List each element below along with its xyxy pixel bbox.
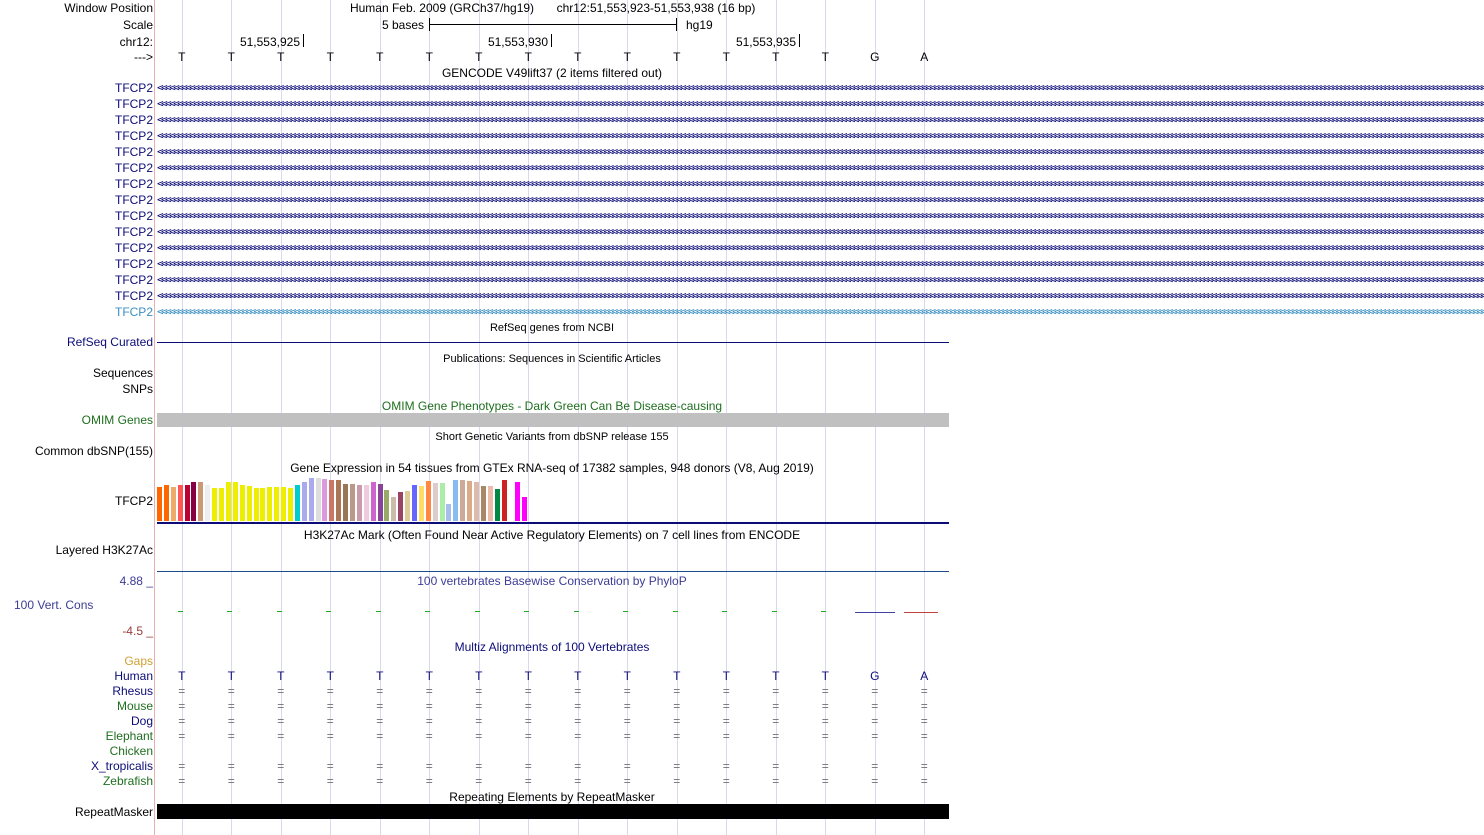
gencode-transcript[interactable]: <<<<<<<<<<<<<<<<<<<<<<<<<<<<<<<<<<<<<<<<<<<<<<<<<<<<<<<<<<<<<<<<<<<<<<<<<<<<<<<<<<<<<<<<<<<<<<<<<<<<<<<<<<<<<<<<<<<<<<<<<<<<<<<<<<<<<<<<<<<<<<<<<<<<<<<<<<<<<<<<<<<<<<<<<<<<<<<<<<<<<<<<<<<<<<<<<<<<<<<<<<<<<<<<<<<<<<<<<<<<<<<<<<<<<<<<<<<<<<<<<<<<<<<<<<<<<<<<<<<<<<<<<<<<<<<<<<<<<<<<<<<<<<<<<<<<<<<<<<<<<<<<<<<<<<<<<<<<<<<<<<<<<<<<<< <box>157 305 1484 318</box>
multiz-alignment-base: T <box>772 669 780 683</box>
gtex-tissue-bar[interactable] <box>316 478 321 521</box>
multiz-species-label[interactable]: Rhesus <box>112 684 153 698</box>
multiz-alignment-base: = <box>673 714 681 728</box>
multiz-alignment-base: = <box>227 714 235 728</box>
multiz-alignment-base: T <box>227 669 235 683</box>
multiz-alignment-base: T <box>376 669 384 683</box>
multiz-alignment-base: = <box>623 684 631 698</box>
gencode-gene-label[interactable]: TFCP2 <box>114 177 153 191</box>
gencode-transcript[interactable]: <<<<<<<<<<<<<<<<<<<<<<<<<<<<<<<<<<<<<<<<<<<<<<<<<<<<<<<<<<<<<<<<<<<<<<<<<<<<<<<<<<<<<<<<<<<<<<<<<<<<<<<<<<<<<<<<<<<<<<<<<<<<<<<<<<<<<<<<<<<<<<<<<<<<<<<<<<<<<<<<<<<<<<<<<<<<<<<<<<<<<<<<<<<<<<<<<<<<<<<<<<<<<<<<<<<<<<<<<<<<<<<<<<<<<<<<<<<<<<<<<<<<<<<<<<<<<<<<<<<<<<<<<<<<<<<<<<<<<<<<<<<<<<<<<<<<<<<<<<<<<<<<<<<<<<<<<<<<<<<<<<<<<<<<<< <box>157 161 1484 174</box>
multiz-alignment-base: = <box>475 699 483 713</box>
gencode-transcript[interactable]: <<<<<<<<<<<<<<<<<<<<<<<<<<<<<<<<<<<<<<<<<<<<<<<<<<<<<<<<<<<<<<<<<<<<<<<<<<<<<<<<<<<<<<<<<<<<<<<<<<<<<<<<<<<<<<<<<<<<<<<<<<<<<<<<<<<<<<<<<<<<<<<<<<<<<<<<<<<<<<<<<<<<<<<<<<<<<<<<<<<<<<<<<<<<<<<<<<<<<<<<<<<<<<<<<<<<<<<<<<<<<<<<<<<<<<<<<<<<<<<<<<<<<<<<<<<<<<<<<<<<<<<<<<<<<<<<<<<<<<<<<<<<<<<<<<<<<<<<<<<<<<<<<<<<<<<<<<<<<<<<<<<<<<<<<< <box>157 257 1484 270</box>
multiz-alignment-base: = <box>772 699 780 713</box>
multiz-title: Multiz Alignments of 100 Vertebrates <box>454 640 650 654</box>
sequence-base: T <box>227 50 235 64</box>
multiz-alignment-base: = <box>673 684 681 698</box>
strand-label: ---> <box>134 50 153 64</box>
scale-text: 5 bases <box>381 18 424 32</box>
multiz-alignment-base: = <box>524 729 532 743</box>
gtex-tissue-bar[interactable] <box>336 480 341 521</box>
multiz-alignment-base: = <box>772 714 780 728</box>
multiz-alignment-base: = <box>227 729 235 743</box>
multiz-alignment-base: = <box>574 714 582 728</box>
multiz-alignment-base: = <box>326 759 334 773</box>
multiz-alignment-base: = <box>524 684 532 698</box>
multiz-alignment-base: = <box>227 774 235 788</box>
multiz-alignment-base: = <box>920 729 928 743</box>
gtex-tissue-bar[interactable] <box>205 485 210 521</box>
gtex-tissue-bar[interactable] <box>433 483 438 521</box>
phylop-max-label: 4.88 _ <box>119 574 153 588</box>
snps-label[interactable]: SNPs <box>122 382 153 396</box>
multiz-alignment-base: = <box>178 759 186 773</box>
multiz-alignment-base: = <box>376 729 384 743</box>
gencode-gene-label[interactable]: TFCP2 <box>114 241 153 255</box>
refseq-gene-line[interactable] <box>157 342 949 343</box>
multiz-alignment-base: = <box>871 699 879 713</box>
multiz-alignment-base: = <box>623 714 631 728</box>
scale-bar-right-tick <box>676 18 677 31</box>
gtex-tissue-bar[interactable] <box>350 484 355 521</box>
gtex-tissue-bar[interactable] <box>322 479 327 521</box>
multiz-alignment-base: = <box>475 729 483 743</box>
gtex-tissue-bar[interactable] <box>460 480 465 521</box>
coord-tick <box>303 34 304 47</box>
chrom-label: chr12: <box>119 35 153 49</box>
multiz-alignment-base: = <box>920 759 928 773</box>
scale-label: Scale <box>122 18 153 32</box>
multiz-alignment-base: = <box>673 729 681 743</box>
gencode-gene-label[interactable]: TFCP2 <box>114 273 153 287</box>
gencode-transcript[interactable]: <<<<<<<<<<<<<<<<<<<<<<<<<<<<<<<<<<<<<<<<<<<<<<<<<<<<<<<<<<<<<<<<<<<<<<<<<<<<<<<<<<<<<<<<<<<<<<<<<<<<<<<<<<<<<<<<<<<<<<<<<<<<<<<<<<<<<<<<<<<<<<<<<<<<<<<<<<<<<<<<<<<<<<<<<<<<<<<<<<<<<<<<<<<<<<<<<<<<<<<<<<<<<<<<<<<<<<<<<<<<<<<<<<<<<<<<<<<<<<<<<<<<<<<<<<<<<<<<<<<<<<<<<<<<<<<<<<<<<<<<<<<<<<<<<<<<<<<<<<<<<<<<<<<<<<<<<<<<<<<<<<<<<<<<<< <box>157 289 1484 302</box>
sequence-base: T <box>425 50 433 64</box>
phylop-score-mark <box>475 611 480 612</box>
gencode-gene-label[interactable]: TFCP2 <box>114 209 153 223</box>
multiz-alignment-base: = <box>524 714 532 728</box>
multiz-alignment-base: = <box>277 684 285 698</box>
multiz-alignment-base: = <box>376 714 384 728</box>
gtex-tissue-bar[interactable] <box>419 486 424 521</box>
phylop-score-mark <box>722 611 727 612</box>
gtex-tissue-bar[interactable] <box>274 487 279 521</box>
gtex-tissue-bar[interactable] <box>178 485 183 521</box>
gtex-tissue-bar[interactable] <box>212 488 217 521</box>
multiz-alignment-base: = <box>821 729 829 743</box>
phylop-score-mark <box>623 611 628 612</box>
gtex-tissue-bar[interactable] <box>185 485 190 521</box>
multiz-alignment-base: = <box>178 729 186 743</box>
gencode-gene-label[interactable]: TFCP2 <box>114 113 153 127</box>
sequence-base: T <box>574 50 582 64</box>
multiz-species-label[interactable]: X_tropicalis <box>90 759 153 773</box>
gtex-tissue-bar[interactable] <box>171 487 176 521</box>
omim-feature-bar[interactable] <box>157 413 949 427</box>
multiz-alignment-base: = <box>376 684 384 698</box>
scale-bar-left-tick <box>429 18 430 31</box>
phylop-score-mark <box>326 611 331 612</box>
gtex-tissue-bar[interactable] <box>247 486 252 521</box>
gtex-tissue-bar[interactable] <box>426 481 431 521</box>
sequence-base: T <box>673 50 681 64</box>
gencode-gene-label[interactable]: TFCP2 <box>114 257 153 271</box>
gtex-tissue-bar[interactable] <box>226 482 231 521</box>
refseq-label[interactable]: RefSeq Curated <box>66 335 153 349</box>
gtex-tissue-bar[interactable] <box>357 485 362 521</box>
gencode-transcript[interactable]: <<<<<<<<<<<<<<<<<<<<<<<<<<<<<<<<<<<<<<<<<<<<<<<<<<<<<<<<<<<<<<<<<<<<<<<<<<<<<<<<<<<<<<<<<<<<<<<<<<<<<<<<<<<<<<<<<<<<<<<<<<<<<<<<<<<<<<<<<<<<<<<<<<<<<<<<<<<<<<<<<<<<<<<<<<<<<<<<<<<<<<<<<<<<<<<<<<<<<<<<<<<<<<<<<<<<<<<<<<<<<<<<<<<<<<<<<<<<<<<<<<<<<<<<<<<<<<<<<<<<<<<<<<<<<<<<<<<<<<<<<<<<<<<<<<<<<<<<<<<<<<<<<<<<<<<<<<<<<<<<<<<<<<<<<< <box>157 273 1484 286</box>
multiz-alignment-base: = <box>574 684 582 698</box>
gencode-transcript[interactable]: <<<<<<<<<<<<<<<<<<<<<<<<<<<<<<<<<<<<<<<<<<<<<<<<<<<<<<<<<<<<<<<<<<<<<<<<<<<<<<<<<<<<<<<<<<<<<<<<<<<<<<<<<<<<<<<<<<<<<<<<<<<<<<<<<<<<<<<<<<<<<<<<<<<<<<<<<<<<<<<<<<<<<<<<<<<<<<<<<<<<<<<<<<<<<<<<<<<<<<<<<<<<<<<<<<<<<<<<<<<<<<<<<<<<<<<<<<<<<<<<<<<<<<<<<<<<<<<<<<<<<<<<<<<<<<<<<<<<<<<<<<<<<<<<<<<<<<<<<<<<<<<<<<<<<<<<<<<<<<<<<<<<<<<<<< <box>157 177 1484 190</box>
gtex-label[interactable]: TFCP2 <box>114 494 153 508</box>
gtex-tissue-bar[interactable] <box>233 482 238 521</box>
multiz-alignment-base: A <box>920 669 929 683</box>
multiz-alignment-base: T <box>623 669 631 683</box>
phylop-score-mark <box>227 611 232 612</box>
multiz-species-label[interactable]: Human <box>114 669 153 683</box>
phylop-score-mark <box>821 611 826 612</box>
coord-tick <box>799 34 800 47</box>
gtex-tissue-bar[interactable] <box>508 487 513 521</box>
multiz-species-label[interactable]: Elephant <box>105 729 153 743</box>
coord-label: 51,553,935 <box>735 35 796 49</box>
multiz-alignment-base: = <box>178 699 186 713</box>
gencode-transcript[interactable]: <<<<<<<<<<<<<<<<<<<<<<<<<<<<<<<<<<<<<<<<<<<<<<<<<<<<<<<<<<<<<<<<<<<<<<<<<<<<<<<<<<<<<<<<<<<<<<<<<<<<<<<<<<<<<<<<<<<<<<<<<<<<<<<<<<<<<<<<<<<<<<<<<<<<<<<<<<<<<<<<<<<<<<<<<<<<<<<<<<<<<<<<<<<<<<<<<<<<<<<<<<<<<<<<<<<<<<<<<<<<<<<<<<<<<<<<<<<<<<<<<<<<<<<<<<<<<<<<<<<<<<<<<<<<<<<<<<<<<<<<<<<<<<<<<<<<<<<<<<<<<<<<<<<<<<<<<<<<<<<<<<<<<<<<<< <box>157 129 1484 142</box>
multiz-alignment-base: = <box>623 774 631 788</box>
repeatmasker-title: Repeating Elements by RepeatMasker <box>449 790 655 804</box>
sequence-base: T <box>178 50 186 64</box>
phylop-score-mark <box>904 612 938 613</box>
gtex-tissue-bar[interactable] <box>495 489 500 521</box>
gtex-tissue-bar[interactable] <box>378 484 383 521</box>
multiz-alignment-base: = <box>722 729 730 743</box>
multiz-alignment-base: T <box>326 669 334 683</box>
multiz-alignment-base: T <box>524 669 532 683</box>
gtex-gene-model[interactable] <box>157 522 949 524</box>
multiz-alignment-base: = <box>326 699 334 713</box>
phylop-score-mark <box>376 611 381 612</box>
multiz-alignment-base: = <box>722 774 730 788</box>
multiz-alignment-base: = <box>227 699 235 713</box>
multiz-alignment-base: = <box>920 699 928 713</box>
multiz-species-label[interactable]: Mouse <box>116 699 153 713</box>
omim-title: OMIM Gene Phenotypes - Dark Green Can Be Disease-causing <box>381 399 723 413</box>
gencode-transcript[interactable]: <<<<<<<<<<<<<<<<<<<<<<<<<<<<<<<<<<<<<<<<<<<<<<<<<<<<<<<<<<<<<<<<<<<<<<<<<<<<<<<<<<<<<<<<<<<<<<<<<<<<<<<<<<<<<<<<<<<<<<<<<<<<<<<<<<<<<<<<<<<<<<<<<<<<<<<<<<<<<<<<<<<<<<<<<<<<<<<<<<<<<<<<<<<<<<<<<<<<<<<<<<<<<<<<<<<<<<<<<<<<<<<<<<<<<<<<<<<<<<<<<<<<<<<<<<<<<<<<<<<<<<<<<<<<<<<<<<<<<<<<<<<<<<<<<<<<<<<<<<<<<<<<<<<<<<<<<<<<<<<<<<<<<<<<<< <box>157 81 1484 94</box>
gencode-transcript[interactable]: <<<<<<<<<<<<<<<<<<<<<<<<<<<<<<<<<<<<<<<<<<<<<<<<<<<<<<<<<<<<<<<<<<<<<<<<<<<<<<<<<<<<<<<<<<<<<<<<<<<<<<<<<<<<<<<<<<<<<<<<<<<<<<<<<<<<<<<<<<<<<<<<<<<<<<<<<<<<<<<<<<<<<<<<<<<<<<<<<<<<<<<<<<<<<<<<<<<<<<<<<<<<<<<<<<<<<<<<<<<<<<<<<<<<<<<<<<<<<<<<<<<<<<<<<<<<<<<<<<<<<<<<<<<<<<<<<<<<<<<<<<<<<<<<<<<<<<<<<<<<<<<<<<<<<<<<<<<<<<<<<<<<<<<<<< <box>157 241 1484 254</box>
multiz-alignment-base: = <box>722 684 730 698</box>
window-position-label: Window Position <box>64 1 153 15</box>
scale-bar <box>429 24 676 25</box>
position-text: chr12:51,553,923-51,553,938 (16 bp) <box>556 1 756 15</box>
sequence-base: T <box>623 50 631 64</box>
gencode-gene-label[interactable]: TFCP2 <box>114 225 153 239</box>
gtex-tissue-bar[interactable] <box>198 482 203 521</box>
sequence-base: T <box>475 50 483 64</box>
gtex-tissue-bar[interactable] <box>446 504 451 521</box>
gencode-transcript[interactable]: <<<<<<<<<<<<<<<<<<<<<<<<<<<<<<<<<<<<<<<<<<<<<<<<<<<<<<<<<<<<<<<<<<<<<<<<<<<<<<<<<<<<<<<<<<<<<<<<<<<<<<<<<<<<<<<<<<<<<<<<<<<<<<<<<<<<<<<<<<<<<<<<<<<<<<<<<<<<<<<<<<<<<<<<<<<<<<<<<<<<<<<<<<<<<<<<<<<<<<<<<<<<<<<<<<<<<<<<<<<<<<<<<<<<<<<<<<<<<<<<<<<<<<<<<<<<<<<<<<<<<<<<<<<<<<<<<<<<<<<<<<<<<<<<<<<<<<<<<<<<<<<<<<<<<<<<<<<<<<<<<<<<<<<<<< <box>157 209 1484 222</box>
gtex-tissue-bar[interactable] <box>254 488 259 521</box>
multiz-alignment-base: = <box>425 759 433 773</box>
multiz-alignment-base: = <box>326 774 334 788</box>
multiz-alignment-base: = <box>623 729 631 743</box>
gtex-tissue-bar[interactable] <box>481 486 486 521</box>
gtex-tissue-bar[interactable] <box>488 486 493 521</box>
multiz-alignment-base: = <box>772 774 780 788</box>
gtex-tissue-bar[interactable] <box>281 487 286 521</box>
gtex-tissue-bar[interactable] <box>515 482 520 521</box>
multiz-alignment-base: = <box>920 774 928 788</box>
multiz-alignment-base: = <box>475 714 483 728</box>
sequence-base: T <box>326 50 334 64</box>
gtex-tissue-bar[interactable] <box>522 497 527 521</box>
multiz-alignment-base: = <box>277 714 285 728</box>
sequence-base: A <box>920 50 929 64</box>
gencode-transcript[interactable]: <<<<<<<<<<<<<<<<<<<<<<<<<<<<<<<<<<<<<<<<<<<<<<<<<<<<<<<<<<<<<<<<<<<<<<<<<<<<<<<<<<<<<<<<<<<<<<<<<<<<<<<<<<<<<<<<<<<<<<<<<<<<<<<<<<<<<<<<<<<<<<<<<<<<<<<<<<<<<<<<<<<<<<<<<<<<<<<<<<<<<<<<<<<<<<<<<<<<<<<<<<<<<<<<<<<<<<<<<<<<<<<<<<<<<<<<<<<<<<<<<<<<<<<<<<<<<<<<<<<<<<<<<<<<<<<<<<<<<<<<<<<<<<<<<<<<<<<<<<<<<<<<<<<<<<<<<<<<<<<<<<<<<<<<<< <box>157 145 1484 158</box>
gtex-tissue-bar[interactable] <box>164 485 169 521</box>
multiz-alignment-base: = <box>871 684 879 698</box>
multiz-alignment-base: = <box>475 684 483 698</box>
multiz-alignment-base: = <box>277 729 285 743</box>
multiz-alignment-base: = <box>772 759 780 773</box>
coord-label: 51,553,925 <box>239 35 300 49</box>
gtex-tissue-bar[interactable] <box>371 482 376 521</box>
multiz-alignment-base: = <box>227 684 235 698</box>
gtex-tissue-bar[interactable] <box>295 485 300 521</box>
gencode-gene-label[interactable]: TFCP2 <box>114 305 153 319</box>
multiz-alignment-base: T <box>178 669 186 683</box>
multiz-alignment-base: T <box>425 669 433 683</box>
phylop-score-mark <box>178 611 183 612</box>
multiz-alignment-base: = <box>326 714 334 728</box>
gtex-tissue-bar[interactable] <box>502 480 507 521</box>
gtex-tissue-bar[interactable] <box>405 491 410 521</box>
gtex-tissue-bar[interactable] <box>157 487 162 521</box>
coord-tick <box>551 34 552 47</box>
repeatmasker-label[interactable]: RepeatMasker <box>74 805 153 819</box>
gtex-tissue-bar[interactable] <box>474 482 479 521</box>
h3k27ac-title: H3K27Ac Mark (Often Found Near Active Regulatory Elements) on 7 cell lines from ENCODE <box>303 528 801 542</box>
multiz-alignment-base: = <box>425 699 433 713</box>
gencode-transcript[interactable]: <<<<<<<<<<<<<<<<<<<<<<<<<<<<<<<<<<<<<<<<<<<<<<<<<<<<<<<<<<<<<<<<<<<<<<<<<<<<<<<<<<<<<<<<<<<<<<<<<<<<<<<<<<<<<<<<<<<<<<<<<<<<<<<<<<<<<<<<<<<<<<<<<<<<<<<<<<<<<<<<<<<<<<<<<<<<<<<<<<<<<<<<<<<<<<<<<<<<<<<<<<<<<<<<<<<<<<<<<<<<<<<<<<<<<<<<<<<<<<<<<<<<<<<<<<<<<<<<<<<<<<<<<<<<<<<<<<<<<<<<<<<<<<<<<<<<<<<<<<<<<<<<<<<<<<<<<<<<<<<<<<<<<<<<<< <box>157 225 1484 238</box>
gencode-gene-label[interactable]: TFCP2 <box>114 289 153 303</box>
gtex-tissue-bar[interactable] <box>453 480 458 521</box>
multiz-alignment-base: = <box>821 699 829 713</box>
multiz-species-label[interactable]: Dog <box>130 714 153 728</box>
multiz-alignment-base: = <box>821 714 829 728</box>
gencode-gene-label[interactable]: TFCP2 <box>114 193 153 207</box>
gencode-gene-label[interactable]: TFCP2 <box>114 129 153 143</box>
refseq-title: RefSeq genes from NCBI <box>489 322 615 334</box>
multiz-alignment-base: T <box>574 669 582 683</box>
gencode-gene-label[interactable]: TFCP2 <box>114 97 153 111</box>
phylop-score-mark <box>574 611 579 612</box>
gtex-tissue-bar[interactable] <box>412 485 417 521</box>
gencode-transcript[interactable]: <<<<<<<<<<<<<<<<<<<<<<<<<<<<<<<<<<<<<<<<<<<<<<<<<<<<<<<<<<<<<<<<<<<<<<<<<<<<<<<<<<<<<<<<<<<<<<<<<<<<<<<<<<<<<<<<<<<<<<<<<<<<<<<<<<<<<<<<<<<<<<<<<<<<<<<<<<<<<<<<<<<<<<<<<<<<<<<<<<<<<<<<<<<<<<<<<<<<<<<<<<<<<<<<<<<<<<<<<<<<<<<<<<<<<<<<<<<<<<<<<<<<<<<<<<<<<<<<<<<<<<<<<<<<<<<<<<<<<<<<<<<<<<<<<<<<<<<<<<<<<<<<<<<<<<<<<<<<<<<<<<<<<<<<<< <box>157 113 1484 126</box>
gencode-gene-label[interactable]: TFCP2 <box>114 81 153 95</box>
label-divider <box>154 0 155 835</box>
publications-title: Publications: Sequences in Scientific Articles <box>443 353 661 365</box>
multiz-alignment-base: = <box>524 699 532 713</box>
assembly-text: Human Feb. 2009 (GRCh37/hg19) <box>349 1 535 15</box>
multiz-alignment-base: = <box>722 699 730 713</box>
multiz-alignment-base: = <box>425 774 433 788</box>
gtex-tissue-bar[interactable] <box>288 488 293 521</box>
gtex-title: Gene Expression in 54 tissues from GTEx RNA-seq of 17382 samples, 948 donors (V8, Aug 2019) <box>290 461 814 475</box>
multiz-alignment-base: = <box>920 684 928 698</box>
multiz-alignment-base: = <box>623 759 631 773</box>
multiz-alignment-base: = <box>574 759 582 773</box>
gtex-tissue-bar[interactable] <box>391 497 396 521</box>
multiz-alignment-base: = <box>821 759 829 773</box>
h3k27ac-label[interactable]: Layered H3K27Ac <box>55 543 153 557</box>
multiz-alignment-base: = <box>277 774 285 788</box>
multiz-alignment-base: = <box>772 684 780 698</box>
phylop-min-label: -4.5 _ <box>122 624 153 638</box>
gtex-tissue-bar[interactable] <box>440 483 445 521</box>
gaps-label[interactable]: Gaps <box>124 654 153 668</box>
gtex-tissue-bar[interactable] <box>302 482 307 521</box>
phylop-score-mark <box>772 611 777 612</box>
multiz-alignment-base: = <box>376 774 384 788</box>
scale-db: hg19 <box>686 18 713 32</box>
multiz-alignment-base: T <box>673 669 681 683</box>
gtex-tissue-bar[interactable] <box>329 480 334 521</box>
multiz-alignment-base: = <box>673 759 681 773</box>
repeatmasker-bar[interactable] <box>157 804 949 819</box>
multiz-alignment-base: = <box>524 759 532 773</box>
multiz-alignment-base: = <box>673 774 681 788</box>
multiz-alignment-base: = <box>326 684 334 698</box>
gtex-tissue-bar[interactable] <box>219 488 224 521</box>
multiz-alignment-base: = <box>475 759 483 773</box>
phylop-score-mark <box>673 611 678 612</box>
multiz-alignment-base: = <box>673 699 681 713</box>
phylop-score-mark <box>855 612 895 613</box>
gencode-gene-label[interactable]: TFCP2 <box>114 161 153 175</box>
gtex-tissue-bar[interactable] <box>191 482 196 521</box>
gtex-tissue-bar[interactable] <box>343 484 348 521</box>
sequence-base: T <box>772 50 780 64</box>
gtex-tissue-bar[interactable] <box>309 478 314 521</box>
multiz-alignment-base: = <box>475 774 483 788</box>
multiz-alignment-base: = <box>722 714 730 728</box>
multiz-alignment-base: = <box>277 699 285 713</box>
sequence-base: T <box>821 50 829 64</box>
multiz-alignment-base: = <box>920 714 928 728</box>
phylop-score-mark <box>277 611 282 612</box>
gencode-transcript[interactable]: <<<<<<<<<<<<<<<<<<<<<<<<<<<<<<<<<<<<<<<<<<<<<<<<<<<<<<<<<<<<<<<<<<<<<<<<<<<<<<<<<<<<<<<<<<<<<<<<<<<<<<<<<<<<<<<<<<<<<<<<<<<<<<<<<<<<<<<<<<<<<<<<<<<<<<<<<<<<<<<<<<<<<<<<<<<<<<<<<<<<<<<<<<<<<<<<<<<<<<<<<<<<<<<<<<<<<<<<<<<<<<<<<<<<<<<<<<<<<<<<<<<<<<<<<<<<<<<<<<<<<<<<<<<<<<<<<<<<<<<<<<<<<<<<<<<<<<<<<<<<<<<<<<<<<<<<<<<<<<<<<<<<<<<<<< <box>157 97 1484 110</box>
phylop-score-mark <box>425 611 430 612</box>
sequence-base: G <box>870 50 880 64</box>
multiz-alignment-base: = <box>227 759 235 773</box>
multiz-species-label[interactable]: Chicken <box>109 744 153 758</box>
multiz-alignment-base: = <box>574 699 582 713</box>
coord-label: 51,553,930 <box>487 35 548 49</box>
sequence-base: T <box>277 50 285 64</box>
gtex-tissue-bar[interactable] <box>267 487 272 521</box>
multiz-alignment-base: = <box>277 759 285 773</box>
multiz-alignment-base: = <box>574 729 582 743</box>
multiz-alignment-base: = <box>623 699 631 713</box>
gtex-tissue-bar[interactable] <box>364 485 369 521</box>
sequence-base: T <box>524 50 532 64</box>
multiz-alignment-base: = <box>425 684 433 698</box>
omim-label[interactable]: OMIM Genes <box>81 413 153 427</box>
dbsnp-label[interactable]: Common dbSNP(155) <box>34 444 153 458</box>
gencode-gene-label[interactable]: TFCP2 <box>114 145 153 159</box>
multiz-alignment-base: = <box>821 684 829 698</box>
multiz-alignment-base: = <box>574 774 582 788</box>
multiz-alignment-base: = <box>871 729 879 743</box>
multiz-alignment-base: = <box>178 774 186 788</box>
multiz-alignment-base: = <box>871 714 879 728</box>
multiz-species-label[interactable]: Zebrafish <box>102 774 153 788</box>
multiz-alignment-base: = <box>425 714 433 728</box>
h3k27ac-baseline <box>157 571 949 572</box>
gencode-transcript[interactable]: <<<<<<<<<<<<<<<<<<<<<<<<<<<<<<<<<<<<<<<<<<<<<<<<<<<<<<<<<<<<<<<<<<<<<<<<<<<<<<<<<<<<<<<<<<<<<<<<<<<<<<<<<<<<<<<<<<<<<<<<<<<<<<<<<<<<<<<<<<<<<<<<<<<<<<<<<<<<<<<<<<<<<<<<<<<<<<<<<<<<<<<<<<<<<<<<<<<<<<<<<<<<<<<<<<<<<<<<<<<<<<<<<<<<<<<<<<<<<<<<<<<<<<<<<<<<<<<<<<<<<<<<<<<<<<<<<<<<<<<<<<<<<<<<<<<<<<<<<<<<<<<<<<<<<<<<<<<<<<<<<<<<<<<<<< <box>157 193 1484 206</box>
publications-label[interactable]: Sequences <box>92 366 153 380</box>
multiz-alignment-base: = <box>722 759 730 773</box>
sequence-base: T <box>722 50 730 64</box>
multiz-alignment-base: = <box>871 774 879 788</box>
multiz-alignment-base: = <box>871 759 879 773</box>
multiz-alignment-base: = <box>821 774 829 788</box>
gtex-tissue-bar[interactable] <box>398 492 403 521</box>
multiz-alignment-base: T <box>475 669 483 683</box>
gtex-tissue-bar[interactable] <box>384 490 389 521</box>
phylop-label[interactable]: 100 Vert. Cons <box>14 598 94 612</box>
phylop-score-mark <box>524 611 529 612</box>
gencode-title: GENCODE V49lift37 (2 items filtered out) <box>441 66 663 80</box>
multiz-alignment-base: = <box>376 759 384 773</box>
multiz-alignment-base: = <box>524 774 532 788</box>
multiz-alignment-base: = <box>772 729 780 743</box>
dbsnp-title: Short Genetic Variants from dbSNP release 155 <box>435 431 669 443</box>
multiz-alignment-base: G <box>870 669 880 683</box>
sequence-base: T <box>376 50 384 64</box>
multiz-alignment-base: T <box>821 669 829 683</box>
multiz-alignment-base: = <box>425 729 433 743</box>
multiz-alignment-base: = <box>178 714 186 728</box>
multiz-alignment-base: T <box>277 669 285 683</box>
multiz-alignment-base: T <box>722 669 730 683</box>
multiz-alignment-base: = <box>178 684 186 698</box>
multiz-alignment-base: = <box>326 729 334 743</box>
gtex-tissue-bar[interactable] <box>467 481 472 521</box>
multiz-alignment-base: = <box>376 699 384 713</box>
phylop-title: 100 vertebrates Basewise Conservation by PhyloP <box>417 574 687 588</box>
gtex-tissue-bar[interactable] <box>260 488 265 521</box>
gtex-tissue-bar[interactable] <box>240 485 245 521</box>
